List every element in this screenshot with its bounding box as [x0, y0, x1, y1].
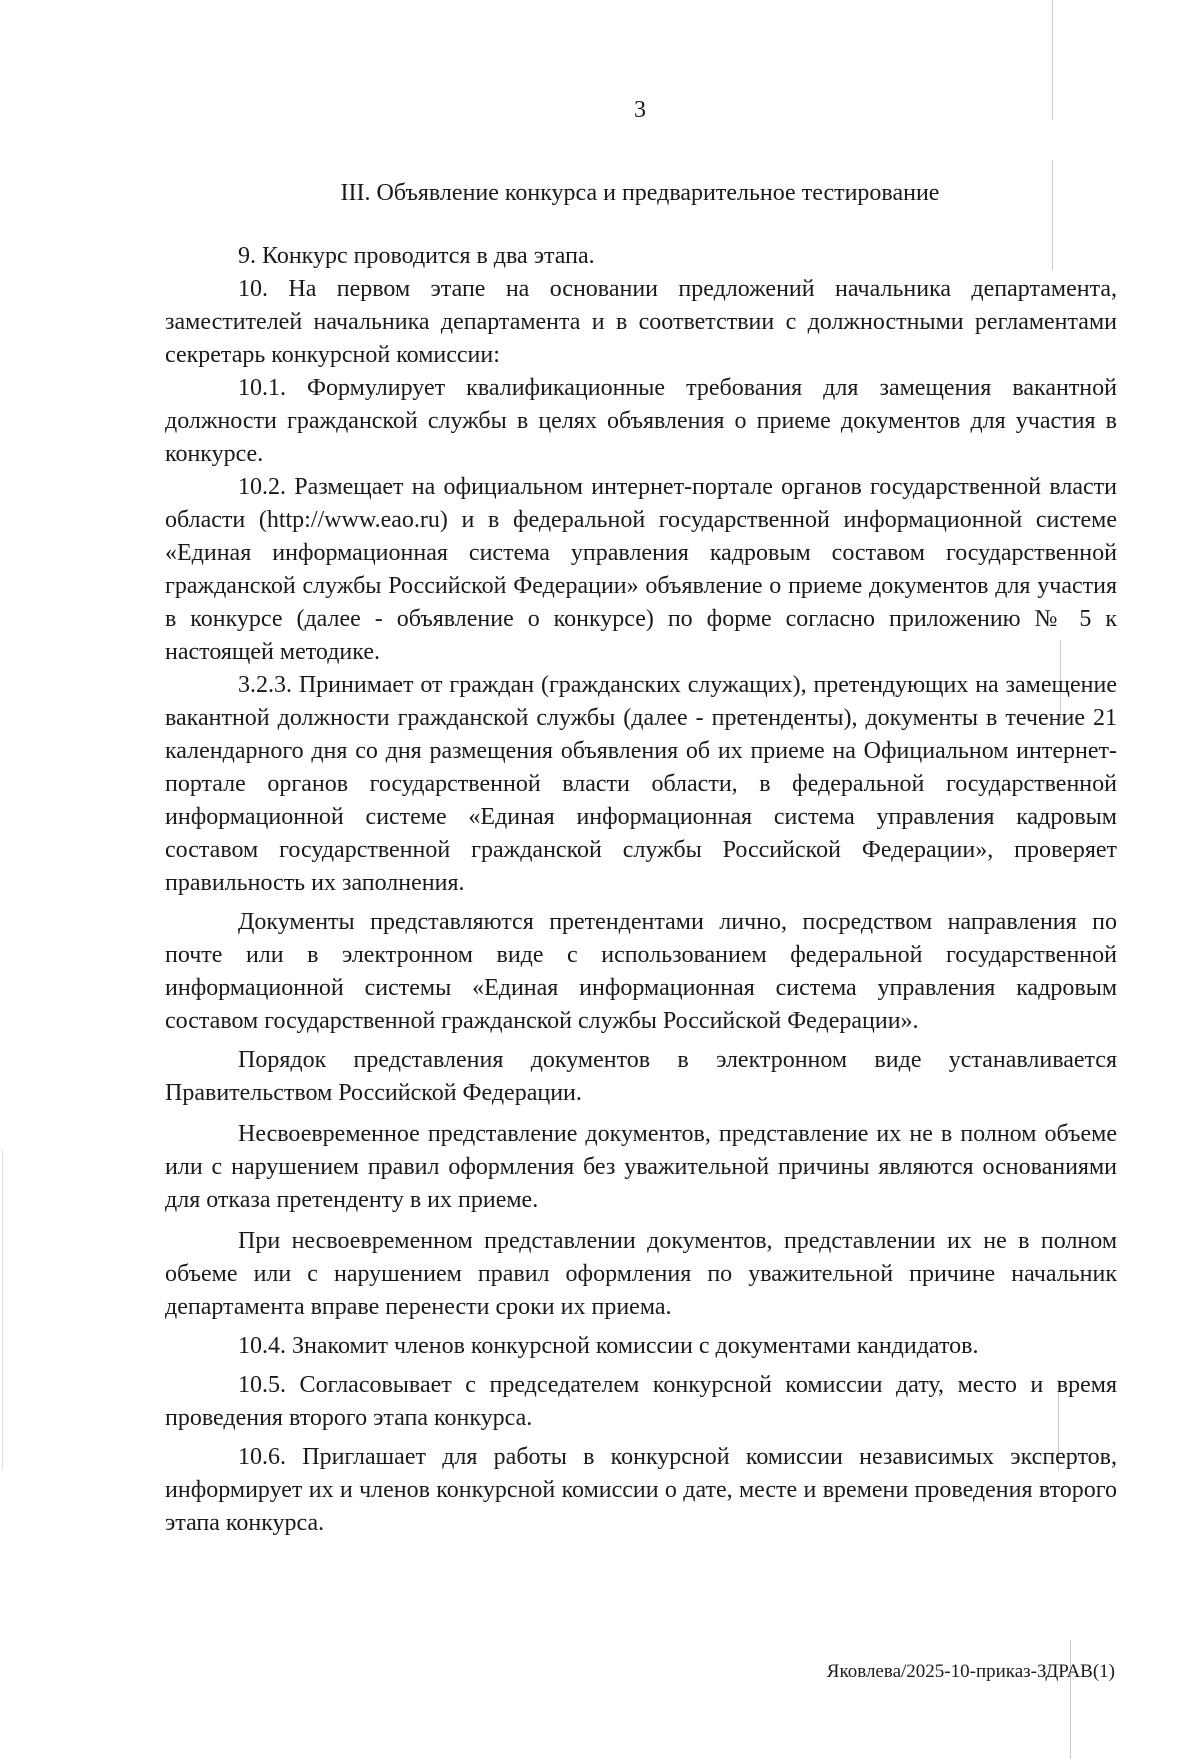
scan-artifact-line [2, 1150, 3, 1470]
paragraph-10-5: 10.5. Согласовывает с председателем конкурсной комиссии дату, место и время проведения второго этапа конкурса. [165, 1372, 1117, 1431]
paragraph-electronic-procedure: Порядок представления документов в электронном виде устанавливается Правительством Российской Федерации. [165, 1047, 1117, 1106]
scan-artifact-line [1070, 1640, 1071, 1759]
document-body [165, 240, 1117, 1540]
paragraph-10-4: 10.4. Знакомит членов конкурсной комиссии с документами кандидатов. [238, 1333, 979, 1359]
paragraph-late-submission-extension: При несвоевременном представлении документов, представлении их не в полном объеме или с нарушением правил оформления по уважительной причине начальник департамента вправе перенести сроки их приема. [165, 1228, 1117, 1320]
section-title: III. Объявление конкурса и предварительное тестирование [340, 180, 940, 206]
paragraph-late-submission-refusal: Несвоевременное представление документов, представление их не в полном объеме или с нарушением правил оформления без уважительной причины являются основаниями для отказа претенденту в их приеме. [165, 1121, 1117, 1213]
paragraph-10: 10. На первом этапе на основании предложений начальника департамента, заместителей начальника департамента и в соответствии с должностными регламентами секретарь конкурсной комиссии: [165, 276, 1117, 368]
paragraph-documents-submission: Документы представляются претендентами лично, посредством направления по почте или в электронном виде с использованием федеральной государственной информационной системы «Единая информационная система управления кадровым составом государственной гражданской службы Российской Федерации». [165, 909, 1117, 1034]
paragraph-10-1: 10.1. Формулирует квалификационные требования для замещения вакантной должности гражданской службы в целях объявления о приеме документов для участия в конкурсе. [165, 375, 1117, 467]
paragraph-10-6: 10.6. Приглашает для работы в конкурсной комиссии независимых экспертов, информирует их и членов конкурсной комиссии о дате, месте и времени проведения второго этапа конкурса. [165, 1444, 1117, 1536]
paragraph-10-2: 10.2. Размещает на официальном интернет-портале органов государственной власти области (http://www.eao.ru) и в федеральной государственной информационной системе «Единая информационная система управления кадровым составом государственной гражданской службы Российской Федерации» объявление о приеме документов для участия в конкурсе (далее - объявление о конкурсе) по форме согласно приложению № 5 к настоящей методике. [165, 474, 1117, 665]
page-number: 3 [634, 97, 646, 123]
paragraph-3-2-3: 3.2.3. Принимает от граждан (гражданских служащих), претендующих на замещение вакантной должности гражданской службы (далее - претенденты), документы в течение 21 календарного дня со дня размещения объявления об их приеме на Официальном интернет-портале органов государственной власти области, в федеральной государственной информационной системе «Единая информационная система управления кадровым составом государственной гражданской службы Российской Федерации», проверяет правильность их заполнения. [165, 672, 1117, 896]
paragraph-9: 9. Конкурс проводится в два этапа. [238, 243, 595, 269]
document-reference-footer: Яковлева/2025-10-приказ-ЗДРАВ(1) [826, 1661, 1115, 1682]
